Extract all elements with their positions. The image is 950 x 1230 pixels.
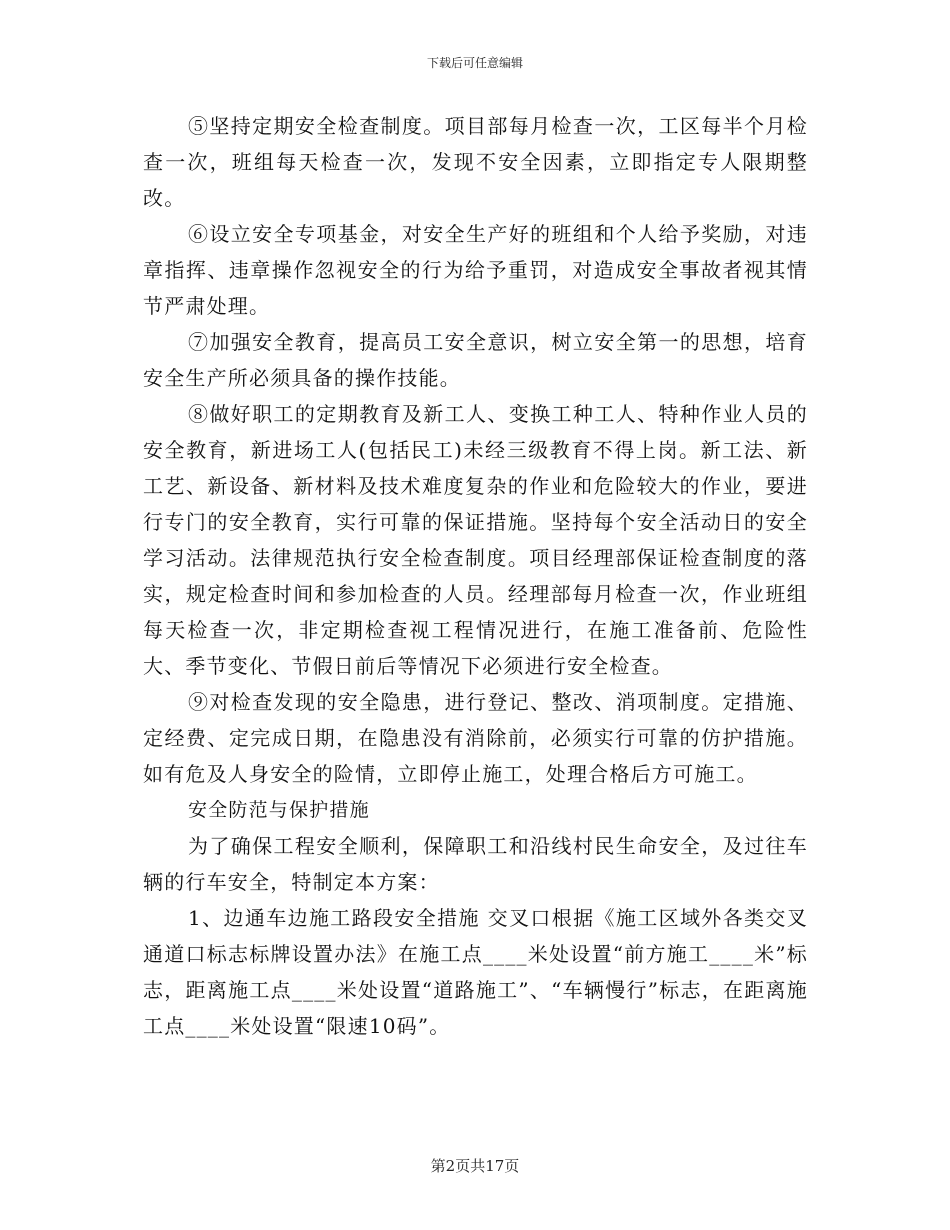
paragraph-intro: 为了确保工程安全顺利，保障职工和沿线村民生命安全，及过往车辆的行车安全，特制定本方案： (143, 834, 808, 894)
section-heading: 安全防范与保护措施 (188, 799, 370, 821)
paragraph-measure-1: 1、边通车边施工路段安全措施 交叉口根据《施工区域外各类交叉通道口标志标牌设置办法》在施工点____米处设置“前方施工____米”标志，距离施工点____米处设置“道路施工”、“车辆慢行”标志，在距离施工点____米处设置“限速10码”。 (143, 906, 808, 1038)
paragraph-item-9: ⑨对检查发现的安全隐患，进行登记、整改、消项制度。定措施、定经费、定完成日期，在隐患没有消除前，必须实行可靠的仿护措施。如有危及人身安全的险情，立即停止施工，处理合格后方可施工。 (143, 690, 808, 786)
paragraph-item-6: ⑥设立安全专项基金，对安全生产好的班组和个人给予奖励，对违章指挥、违章操作忽视安全的行为给予重罚，对造成安全事故者视其情节严肃处理。 (143, 222, 808, 318)
header-note: 下载后可任意编辑 (426, 56, 523, 70)
paragraph-item-8: ⑧做好职工的定期教育及新工人、变换工种工人、特种作业人员的安全教育，新进场工人(包括民工)未经三级教育不得上岗。新工法、新工艺、新设备、新材料及技术难度复杂的作业和危险较大的作业，要进行专门的安全教育，实行可靠的保证措施。坚持每个安全活动日的安全学习活动。法律规范执行安全检查制度。项目经理部保证检查制度的落实，规定检查时间和参加检查的人员。经理部每月检查一次，作业班组每天检查一次，非定期检查视工程情况进行，在施工准备前、危险性大、季节变化、节假日前后等情况下必须进行安全检查。 (143, 402, 808, 678)
page-number: 第2页共17页 (430, 1157, 520, 1175)
paragraph-item-7: ⑦加强安全教育，提高员工安全意识，树立安全第一的思想，培育安全生产所必须具备的操作技能。 (143, 330, 808, 390)
paragraph-item-5: ⑤坚持定期安全检查制度。项目部每月检查一次，工区每半个月检查一次，班组每天检查一次，发现不安全因素，立即指定专人限期整改。 (143, 114, 808, 210)
document-body (143, 108, 808, 1044)
